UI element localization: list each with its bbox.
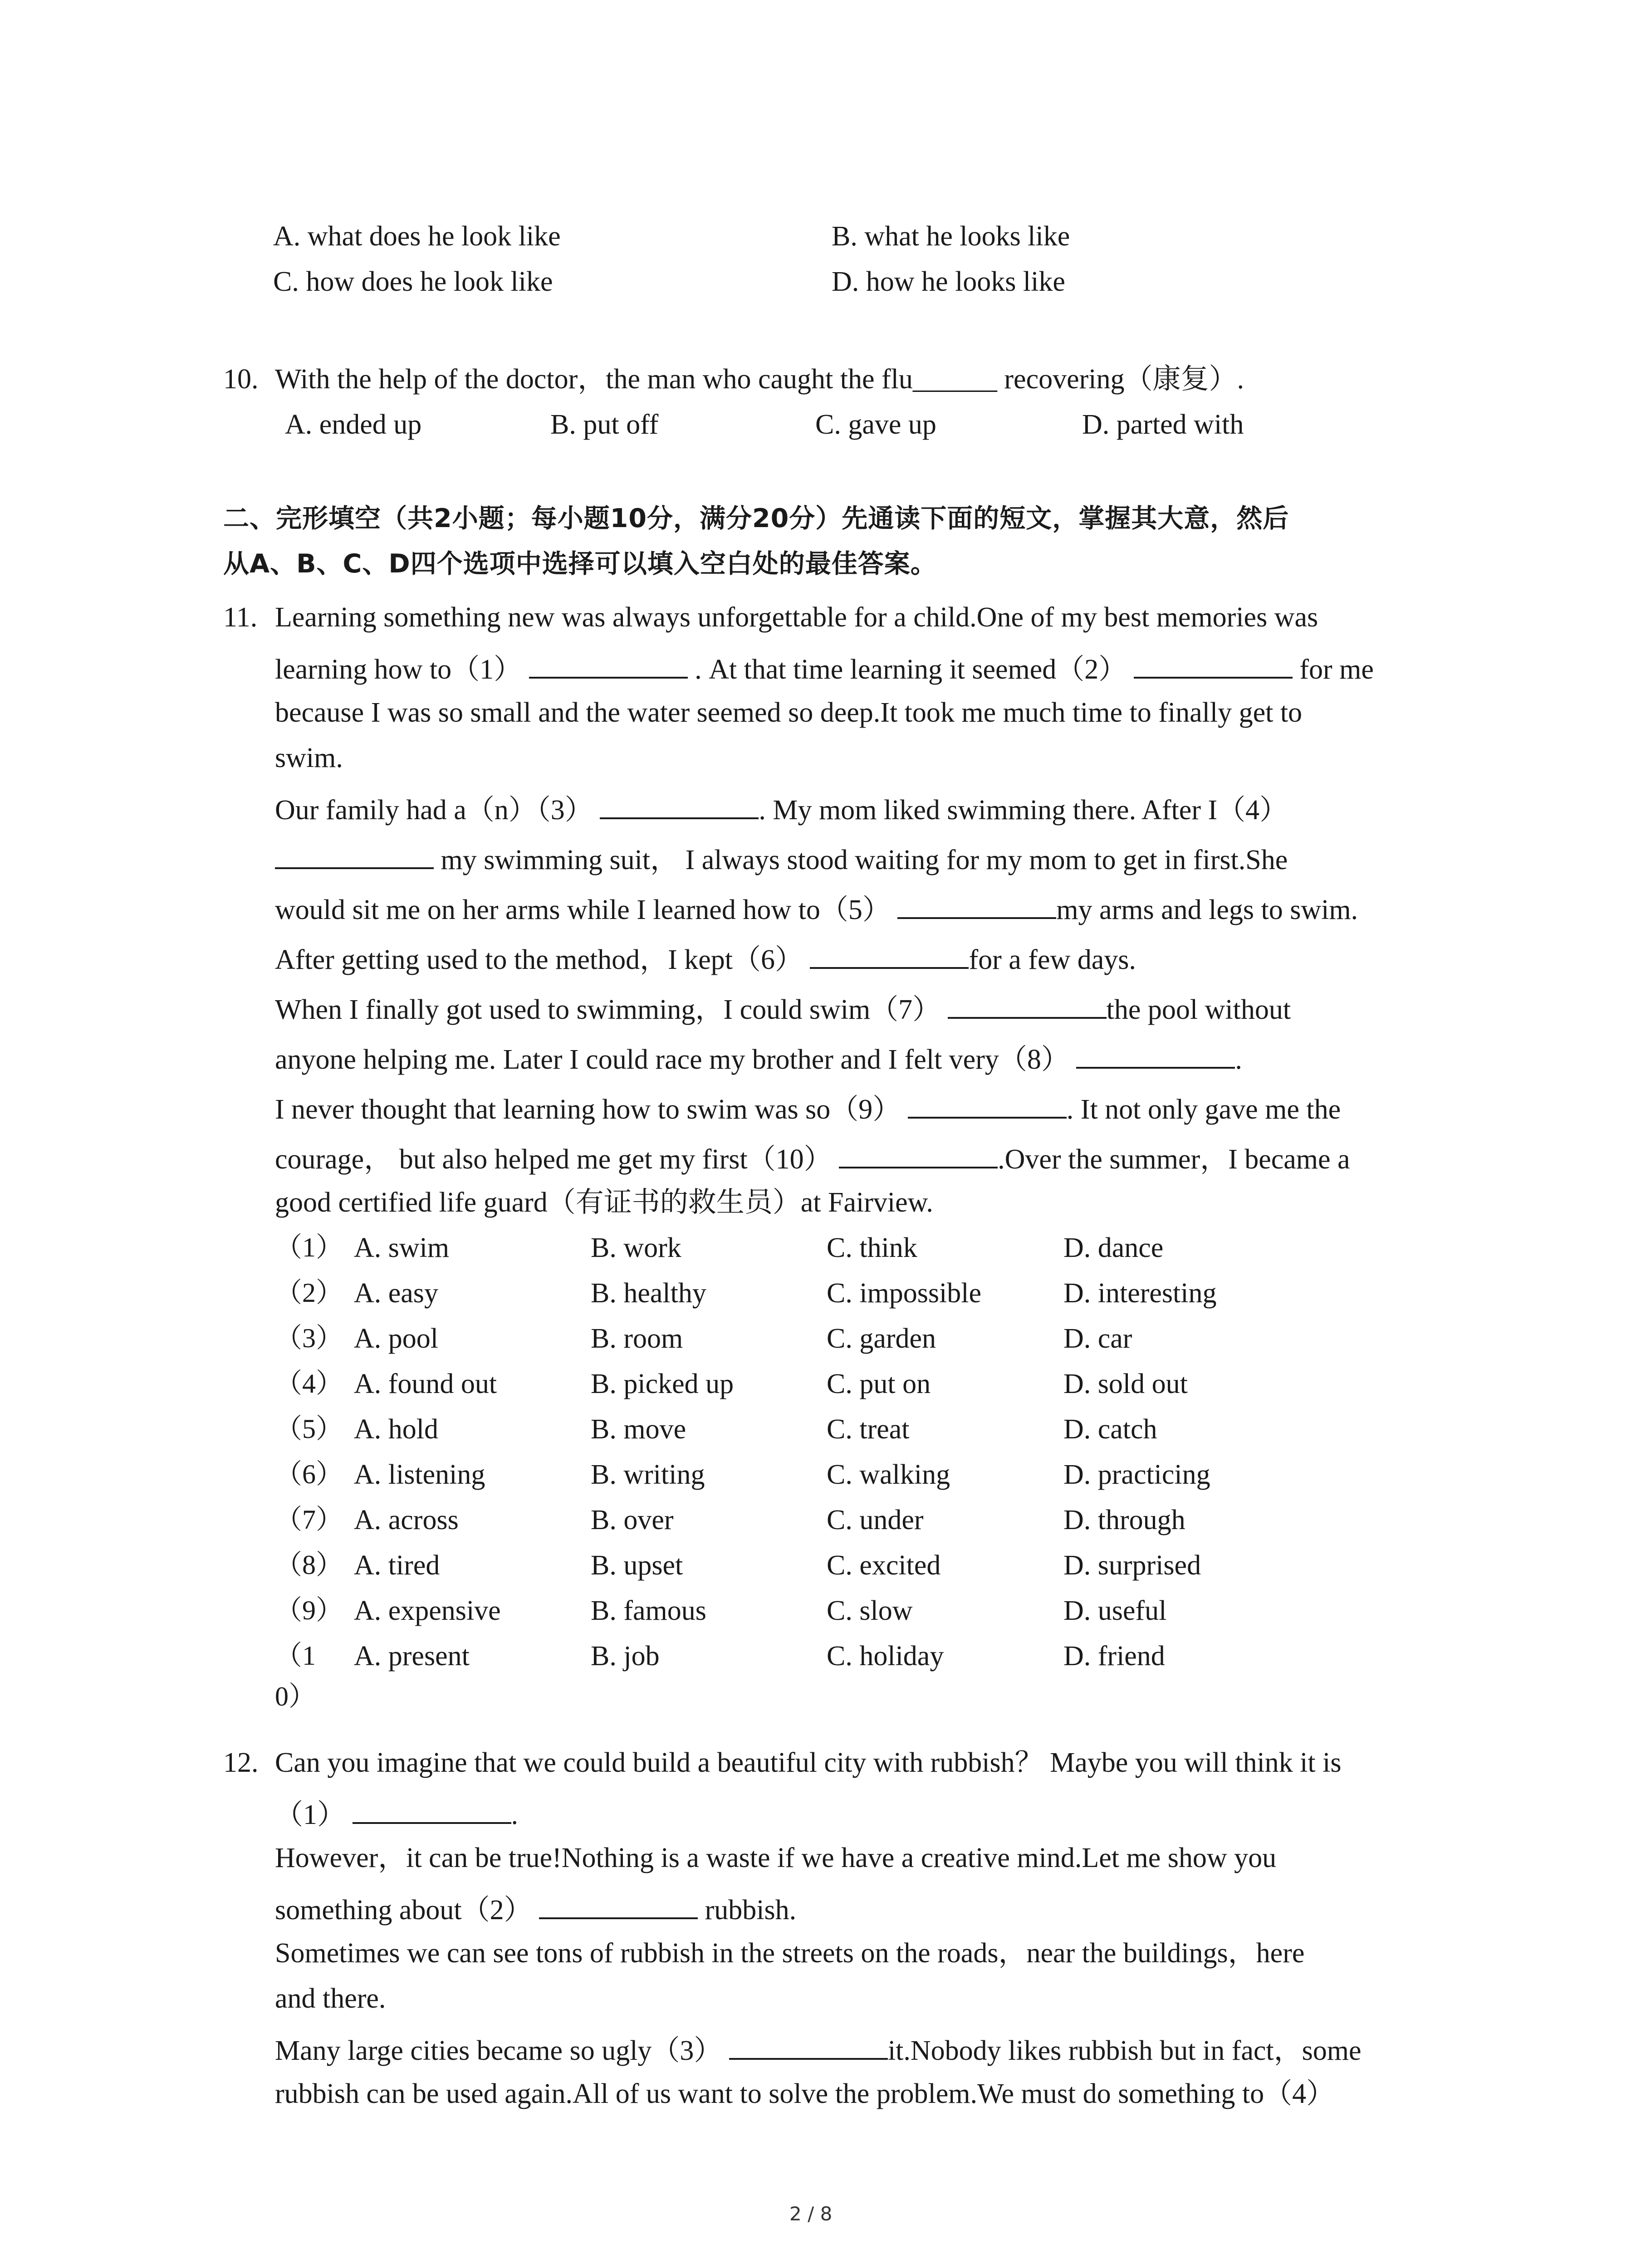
q11-option: A. across bbox=[354, 1505, 459, 1535]
q11-option: D. surprised bbox=[1063, 1550, 1201, 1581]
q11-option-num: （6） bbox=[275, 1459, 343, 1489]
q11-blank-2 bbox=[1134, 653, 1293, 679]
q10-number: 10. bbox=[223, 364, 259, 395]
q12-line-3: However，it can be true!Nothing is a waste if we have a creative mind.Let me show you bbox=[275, 1843, 1277, 1873]
page-number: 2 / 8 bbox=[789, 2203, 833, 2225]
q11-option-num: （1） bbox=[275, 1232, 343, 1262]
q9-option-b: B. what he looks like bbox=[832, 221, 1070, 252]
q9-option-d: D. how he looks like bbox=[832, 266, 1065, 297]
q11-option: A. easy bbox=[354, 1278, 438, 1309]
q11-text: . At that time learning it seemed（2） bbox=[695, 654, 1127, 685]
q12-text: . bbox=[511, 1799, 519, 1830]
q11-option: D. useful bbox=[1063, 1595, 1167, 1626]
q10-option-d: D. parted with bbox=[1082, 409, 1244, 440]
q11-option: D. car bbox=[1063, 1323, 1132, 1354]
q11-text: anyone helping me. Later I could race my brother and I felt very（8） bbox=[275, 1044, 1069, 1075]
q12-text: something about（2） bbox=[275, 1895, 532, 1926]
q11-line-6 bbox=[275, 844, 1288, 874]
q11-option: D. catch bbox=[1063, 1414, 1157, 1445]
q11-text: for me bbox=[1299, 654, 1374, 685]
q11-line-7 bbox=[275, 894, 1358, 924]
q11-option: B. job bbox=[591, 1641, 660, 1672]
q11-text: . bbox=[1235, 1044, 1242, 1075]
q11-text: learning how to（1） bbox=[275, 654, 522, 685]
q12-blank-1 bbox=[353, 1799, 511, 1824]
q12-line-6: and there. bbox=[275, 1983, 386, 2014]
q11-option: D. interesting bbox=[1063, 1278, 1217, 1309]
q11-number: 11. bbox=[223, 602, 258, 633]
q11-option: C. think bbox=[827, 1232, 917, 1263]
q11-option: D. friend bbox=[1063, 1641, 1165, 1672]
q11-option: A. pool bbox=[354, 1323, 438, 1354]
q11-blank-1 bbox=[529, 653, 688, 679]
q11-option: D. sold out bbox=[1063, 1369, 1188, 1399]
section2-heading-line2: 从A、B、C、D四个选项中选择可以填入空白处的最佳答案。 bbox=[223, 549, 937, 579]
q11-line-9 bbox=[275, 993, 1291, 1024]
q11-line-12 bbox=[275, 1143, 1350, 1173]
q10-stem-before: With the help of the doctor，the man who caught the flu bbox=[275, 364, 913, 395]
q11-blank-4 bbox=[275, 844, 434, 869]
q11-text: my arms and legs to swim. bbox=[1056, 894, 1358, 925]
q11-blank-9 bbox=[908, 1093, 1067, 1119]
q11-line-5 bbox=[275, 794, 1288, 824]
q11-text: I never thought that learning how to swim was so（9） bbox=[275, 1094, 901, 1125]
q11-line-8 bbox=[275, 943, 1136, 974]
q12-line-2 bbox=[275, 1799, 518, 1829]
q11-option-num: （9） bbox=[275, 1595, 343, 1625]
q11-option: C. treat bbox=[827, 1414, 910, 1445]
q12-line-8: rubbish can be used again.All of us want to solve the problem.We must do something to（4） bbox=[275, 2078, 1335, 2109]
q11-option-num: （1 bbox=[275, 1641, 316, 1671]
q11-option: D. through bbox=[1063, 1505, 1185, 1535]
q11-option-num: （5） bbox=[275, 1414, 343, 1444]
q11-text: my swimming suit， I always stood waiting for my mom to get in first.She bbox=[441, 845, 1288, 875]
q12-line-1: Can you imagine that we could build a beautiful city with rubbish？ Maybe you will think it is bbox=[275, 1747, 1342, 1778]
q11-option: B. upset bbox=[591, 1550, 683, 1581]
q11-option-num: （4） bbox=[275, 1369, 343, 1398]
q9-option-a: A. what does he look like bbox=[273, 221, 561, 252]
q12-text: it.Nobody likes rubbish but in fact，some bbox=[887, 2035, 1362, 2066]
q11-text: When I finally got used to swimming，I could swim（7） bbox=[275, 994, 941, 1025]
q10-stem-after: recovering（康复）. bbox=[1004, 364, 1244, 395]
q11-option: B. work bbox=[591, 1232, 681, 1263]
q11-option: A. listening bbox=[354, 1459, 485, 1490]
q11-blank-6 bbox=[810, 943, 969, 969]
q12-line-4 bbox=[275, 1894, 796, 1924]
q11-option-num-wrap: 0） bbox=[275, 1681, 316, 1711]
q10-option-c: C. gave up bbox=[815, 409, 936, 440]
q11-option: C. put on bbox=[827, 1369, 931, 1399]
q11-text: the pool without bbox=[1106, 994, 1291, 1025]
q11-line-4: swim. bbox=[275, 743, 343, 773]
q11-option: B. move bbox=[591, 1414, 686, 1445]
q12-line-7 bbox=[275, 2034, 1362, 2065]
q10-option-b: B. put off bbox=[550, 409, 659, 440]
q11-option-num: （8） bbox=[275, 1550, 343, 1580]
q11-text: would sit me on her arms while I learned how to（5） bbox=[275, 894, 891, 925]
q12-number: 12. bbox=[223, 1747, 259, 1778]
q11-option: D. dance bbox=[1063, 1232, 1164, 1263]
q11-blank-8 bbox=[1076, 1043, 1235, 1069]
q12-line-5: Sometimes we can see tons of rubbish in the streets on the roads，near the buildings，here bbox=[275, 1938, 1305, 1969]
q10-option-a: A. ended up bbox=[285, 409, 422, 440]
q11-blank-10 bbox=[839, 1143, 998, 1168]
q11-text: Our family had a（n）（3） bbox=[275, 795, 593, 826]
q11-option: B. room bbox=[591, 1323, 683, 1354]
q11-option: C. excited bbox=[827, 1550, 941, 1581]
q11-blank-7 bbox=[948, 993, 1107, 1019]
q11-option-num: （7） bbox=[275, 1505, 343, 1535]
q12-blank-3 bbox=[729, 2034, 888, 2060]
q11-text: After getting used to the method，I kept（6） bbox=[275, 944, 803, 975]
q11-option: C. garden bbox=[827, 1323, 936, 1354]
q11-text: courage， but also helped me get my first（10） bbox=[275, 1144, 832, 1175]
q11-option: C. walking bbox=[827, 1459, 950, 1490]
q11-option: A. tired bbox=[354, 1550, 440, 1581]
q11-line-1: Learning something new was always unforgettable for a child.One of my best memories was bbox=[275, 602, 1318, 633]
q11-line-11 bbox=[275, 1093, 1341, 1124]
q11-option: B. healthy bbox=[591, 1278, 706, 1309]
q12-text: rubbish. bbox=[705, 1895, 797, 1926]
section2-heading-line1: 二、完形填空（共2小题；每小题10分，满分20分）先通读下面的短文，掌握其大意，然后 bbox=[223, 503, 1289, 533]
q11-option: D. practicing bbox=[1063, 1459, 1210, 1490]
q11-option: B. over bbox=[591, 1505, 674, 1535]
q11-text: . My mom liked swimming there. After I（4） bbox=[759, 795, 1288, 826]
q11-option: A. expensive bbox=[354, 1595, 501, 1626]
q11-text: .Over the summer，I became a bbox=[998, 1144, 1350, 1175]
q11-option-num: （2） bbox=[275, 1278, 343, 1308]
q10-stem bbox=[275, 365, 1244, 393]
q11-text: . It not only gave me the bbox=[1066, 1094, 1341, 1125]
q11-option: C. under bbox=[827, 1505, 924, 1535]
q11-blank-5 bbox=[897, 894, 1056, 919]
q11-option: A. hold bbox=[354, 1414, 438, 1445]
q11-blank-3 bbox=[600, 794, 759, 819]
q11-line-2 bbox=[275, 653, 1374, 684]
q12-text: （1） bbox=[275, 1799, 346, 1830]
q11-option: B. famous bbox=[591, 1595, 706, 1626]
q11-line-13: good certified life guard（有证书的救生员）at Fairview. bbox=[275, 1187, 933, 1218]
q11-option: C. holiday bbox=[827, 1641, 944, 1672]
q11-line-10 bbox=[275, 1043, 1242, 1074]
q11-option: A. present bbox=[354, 1641, 470, 1672]
q9-option-c: C. how does he look like bbox=[273, 266, 553, 297]
q11-option: C. impossible bbox=[827, 1278, 982, 1309]
q12-text: Many large cities became so ugly（3） bbox=[275, 2035, 722, 2066]
q10-blank: ______ bbox=[912, 364, 997, 395]
q11-option: A. swim bbox=[354, 1232, 450, 1263]
q11-option: C. slow bbox=[827, 1595, 913, 1626]
q12-blank-2 bbox=[539, 1894, 698, 1919]
q11-line-3: because I was so small and the water seemed so deep.It took me much time to finally get to bbox=[275, 697, 1303, 728]
q11-option: B. picked up bbox=[591, 1369, 734, 1399]
q11-option: A. found out bbox=[354, 1369, 497, 1399]
q11-text: for a few days. bbox=[969, 944, 1136, 975]
q11-option: B. writing bbox=[591, 1459, 705, 1490]
q11-option-num: （3） bbox=[275, 1323, 343, 1353]
